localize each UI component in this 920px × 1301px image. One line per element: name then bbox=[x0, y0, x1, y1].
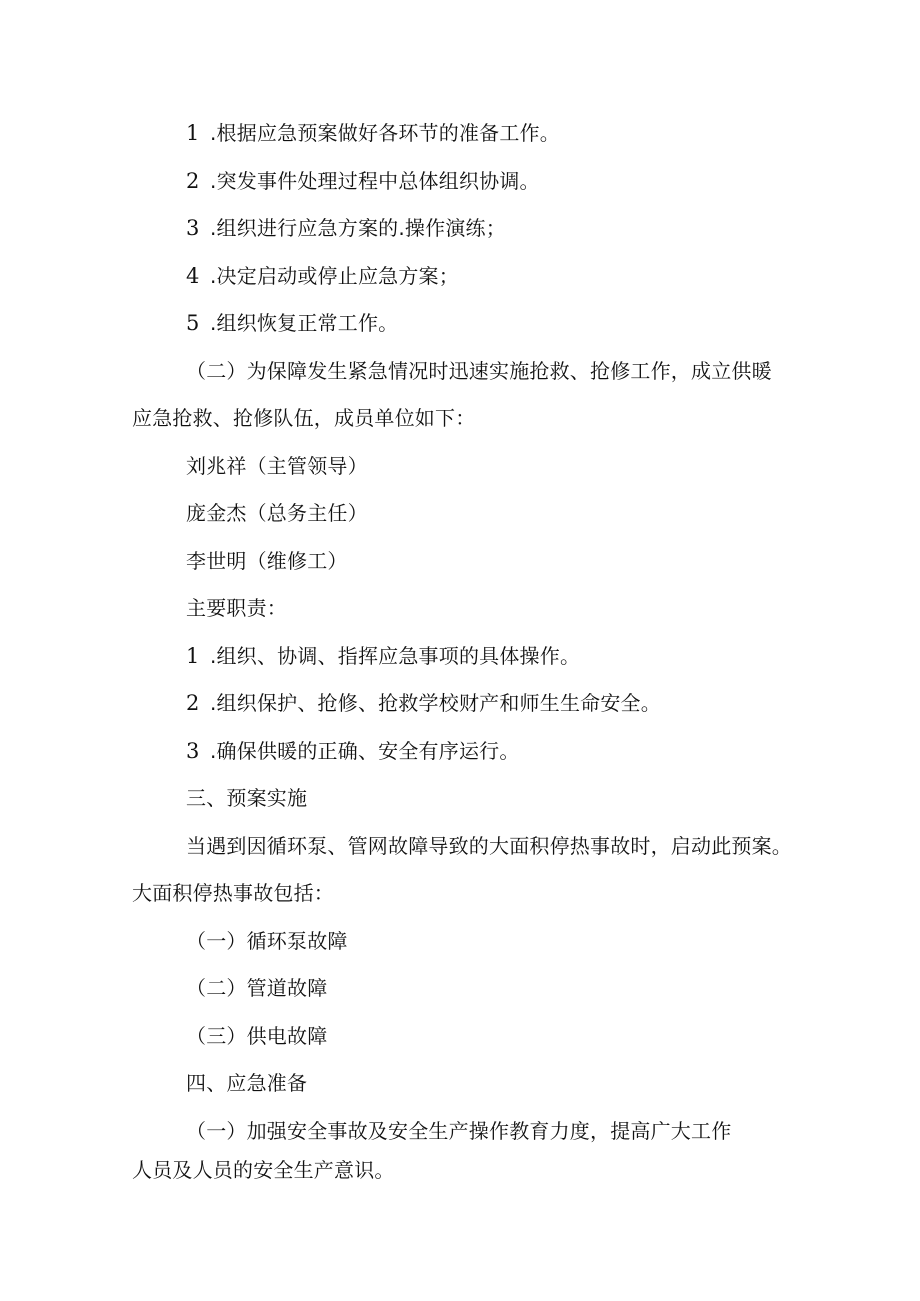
list1-item bbox=[186, 118, 560, 148]
list2-item bbox=[186, 736, 520, 766]
member-entry: 李世明（维修工） bbox=[186, 549, 348, 573]
list2-number: 3 bbox=[186, 739, 200, 763]
section4-heading: 四、应急准备 bbox=[186, 1071, 308, 1095]
list2-number: 1 bbox=[186, 644, 200, 668]
list1-item bbox=[186, 213, 506, 243]
list1-number: 1 bbox=[186, 121, 200, 145]
list2-number: 2 bbox=[186, 691, 200, 715]
team-paragraph-line2: 应急抢救、抢修队伍，成员单位如下： bbox=[132, 406, 476, 430]
fault-item: （二）管道故障 bbox=[186, 976, 328, 1000]
list2-text: .组织保护、抢修、抢救学校财产和师生生命安全。 bbox=[210, 691, 661, 715]
list1-text: .组织恢复正常工作。 bbox=[210, 311, 399, 335]
duties-heading: 主要职责： bbox=[186, 596, 287, 620]
member-entry: 刘兆祥（主管领导） bbox=[186, 454, 368, 478]
section4-paragraph-line2: 人员及人员的安全生产意识。 bbox=[132, 1158, 395, 1182]
list2-item bbox=[186, 641, 580, 671]
section4-paragraph-line1: （一）加强安全事故及安全生产操作教育力度，提高广大工作 bbox=[186, 1119, 732, 1143]
section3-heading: 三、预案实施 bbox=[186, 786, 308, 810]
list1-item bbox=[186, 166, 540, 196]
list1-item bbox=[186, 261, 459, 291]
team-paragraph-line1: （二）为保障发生紧急情况时迅速实施抢救、抢修工作，成立供暖 bbox=[186, 359, 772, 383]
list1-text: .决定启动或停止应急方案； bbox=[210, 264, 459, 288]
section3-paragraph-line1: 当遇到因循环泵、管网故障导致的大面积停热事故时，启动此预案。 bbox=[186, 834, 792, 858]
list1-text: .组织进行应急方案的.操作演练； bbox=[210, 216, 506, 240]
list1-item bbox=[186, 308, 398, 338]
list1-number: 3 bbox=[186, 216, 200, 240]
list2-text: .确保供暖的正确、安全有序运行。 bbox=[210, 739, 520, 763]
list2-text: .组织、协调、指挥应急事项的具体操作。 bbox=[210, 644, 581, 668]
list1-number: 2 bbox=[186, 169, 200, 193]
list1-number: 5 bbox=[186, 311, 200, 335]
list1-text: .突发事件处理过程中总体组织协调。 bbox=[210, 169, 540, 193]
list1-number: 4 bbox=[186, 264, 200, 288]
section3-paragraph-line2: 大面积停热事故包括： bbox=[132, 881, 334, 905]
fault-item: （一）循环泵故障 bbox=[186, 929, 348, 953]
list2-item bbox=[186, 688, 661, 718]
list1-text: .根据应急预案做好各环节的准备工作。 bbox=[210, 121, 560, 145]
fault-item: （三）供电故障 bbox=[186, 1024, 328, 1048]
member-entry: 庞金杰（总务主任） bbox=[186, 501, 368, 525]
